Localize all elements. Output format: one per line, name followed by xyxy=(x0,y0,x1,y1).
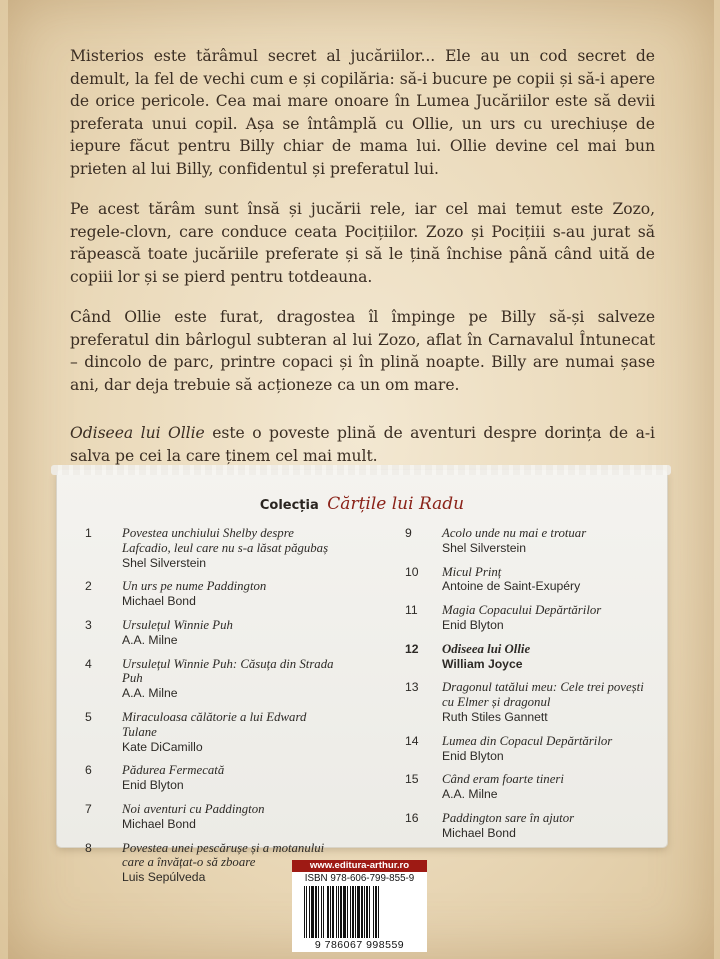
collection-item-title: Când eram foarte tineri xyxy=(442,772,564,787)
collection-item-title: Ursulețul Winnie Puh: Căsuța din Strada Puh xyxy=(122,656,334,686)
collection-item-number: 13 xyxy=(405,680,419,695)
collection-item xyxy=(395,772,655,802)
collection-item-title: Miraculoasa călătorie a lui Edward Tulane xyxy=(122,709,307,739)
collection-item-number: 16 xyxy=(405,810,419,825)
collection-item-number: 14 xyxy=(405,733,419,748)
collection-item xyxy=(75,526,335,570)
collection-item-author: Michael Bond xyxy=(122,816,196,831)
collection-item-title: Ursulețul Winnie Puh xyxy=(122,617,233,632)
isbn-text: ISBN 978-606-799-855-9 xyxy=(304,873,415,884)
collection-item-author: Michael Bond xyxy=(442,825,516,840)
collection-item-number: 3 xyxy=(85,617,92,632)
blurb-paragraph-1: Misterios este tărâmul secret al jucăriilor... Ele au un cod secret de demult, la fel de vechi cum e și copilăria: să-i bucure pe copii și să-i apere de orice pericole. Cea mai mare onoare în Lumea Jucăriilor este să devii preferata unui copil. Așa se întâmplă cu Ollie, un urs cu urechiușe de iepure făcut pentru Billy chiar de mama lui. Ollie devine cel mai bun prieten al lui Billy, confidentul și preferatul lui. xyxy=(70,47,655,178)
book-title-italic: Odiseea lui Ollie xyxy=(70,424,205,442)
collection-item-title: Lumea din Copacul Depărtărilor xyxy=(442,733,613,748)
collection-item-author: Luis Sepúlveda xyxy=(122,870,206,885)
collection-item-author: Enid Blyton xyxy=(442,748,504,763)
collection-item-title: Magia Copacului Depărtărilor xyxy=(442,603,602,618)
collection-item-author: Antoine de Saint-Exupéry xyxy=(442,579,581,594)
collection-item-title: Pădurea Fermecată xyxy=(122,763,225,778)
collection-item xyxy=(395,811,655,841)
back-cover-blurb xyxy=(70,45,655,485)
collection-label: Colecția xyxy=(259,498,319,513)
collection-item-author: A.A. Milne xyxy=(122,632,178,647)
collection-item-number: 1 xyxy=(85,526,92,540)
collection-item-author: A.A. Milne xyxy=(442,787,498,802)
collection-item-number: 7 xyxy=(85,801,92,816)
collection-item-number: 5 xyxy=(85,709,92,724)
collection-item-number: 9 xyxy=(405,526,412,540)
collection-heading xyxy=(57,494,667,514)
blurb-paragraph-3: Când Ollie este furat, dragostea îl împinge pe Billy să-și salveze preferatul din bârlogul subteran al lui Zozo, aflat în Carnavalul Întunecat – dincolo de parc, printre copaci și în plină noapte. Billy are numai șase ani, dar deja trebuie să acționeze ca un om mare. xyxy=(70,308,655,394)
collection-item-author: Michael Bond xyxy=(122,594,196,609)
publisher-url: www.editura-arthur.ro xyxy=(292,860,427,872)
collection-item xyxy=(395,734,655,764)
collection-item-number: 10 xyxy=(405,564,419,579)
isbn-area xyxy=(292,872,427,952)
collection-item-author: Enid Blyton xyxy=(122,778,184,793)
barcode-bars xyxy=(304,886,415,938)
collection-item xyxy=(75,763,335,793)
collection-list-left xyxy=(75,526,335,894)
collection-item-title: Un urs pe nume Paddington xyxy=(122,579,267,594)
collection-item-author: Shel Silverstein xyxy=(442,540,526,555)
blurb-paragraph-4 xyxy=(70,422,655,467)
collection-item-title: Paddington sare în ajutor xyxy=(442,810,575,825)
collection-item-title: Povestea unei pescărușe și a motanului care a învățat-o să zboare xyxy=(122,840,325,870)
collection-item xyxy=(75,802,335,832)
collection-item-number: 12 xyxy=(405,641,419,656)
collection-item-title: Odiseea lui Ollie xyxy=(442,641,531,656)
collection-item xyxy=(75,618,335,648)
collection-item-author: Ruth Stiles Gannett xyxy=(442,709,548,724)
collection-item xyxy=(75,579,335,609)
collection-item-number: 6 xyxy=(85,763,92,778)
collection-item-number: 11 xyxy=(405,603,418,618)
barcode-block xyxy=(292,860,427,952)
collection-item xyxy=(395,565,655,595)
collection-item xyxy=(395,642,655,672)
collection-item xyxy=(395,526,655,556)
collection-item-author: A.A. Milne xyxy=(122,686,178,701)
blurb-paragraph-4-text: este o poveste plină de aventuri despre dorința de a-i salva pe cei la care ținem cel mai mult. xyxy=(70,424,655,465)
collection-item-number: 2 xyxy=(85,579,92,594)
collection-item-author: Kate DiCamillo xyxy=(122,739,203,754)
collection-item-number: 4 xyxy=(85,656,92,671)
collection-item-author: Shel Silverstein xyxy=(122,555,206,570)
collection-item-number: 15 xyxy=(405,772,419,787)
collection-item xyxy=(395,603,655,633)
collection-item-title: Micul Prinț xyxy=(442,564,502,579)
collection-item-title: Dragonul tatălui meu: Cele trei povești cu Elmer și dragonul xyxy=(442,680,644,710)
collection-item xyxy=(395,680,655,724)
collection-item-title: Povestea unchiului Shelby despre Lafcadio, leul care nu s-a lăsat păgubaș xyxy=(122,526,329,555)
collection-item xyxy=(75,710,335,754)
collection-item-number: 8 xyxy=(85,840,92,855)
collection-item-title: Acolo unde nu mai e trotuar xyxy=(442,526,587,540)
collection-item-title: Noi aventuri cu Paddington xyxy=(122,801,265,816)
collection-list-right xyxy=(395,526,655,850)
series-name: Cărțile lui Radu xyxy=(327,494,465,514)
barcode-digits: 9 786067 998559 xyxy=(314,939,405,951)
collection-item-author: Enid Blyton xyxy=(442,617,504,632)
blurb-paragraph-2: Pe acest tărâm sunt însă și jucării rele, iar cel mai temut este Zozo, regele-clovn, care conduce ceata Pocițiilor. Zozo și Pocițiii s-au jurat să răpească toate jucăriile preferate și să le țină închise până când uită de copiii lor și se pierd pentru totdeauna. xyxy=(70,200,655,286)
collection-item-author: William Joyce xyxy=(442,656,523,671)
collection-item xyxy=(75,657,335,701)
